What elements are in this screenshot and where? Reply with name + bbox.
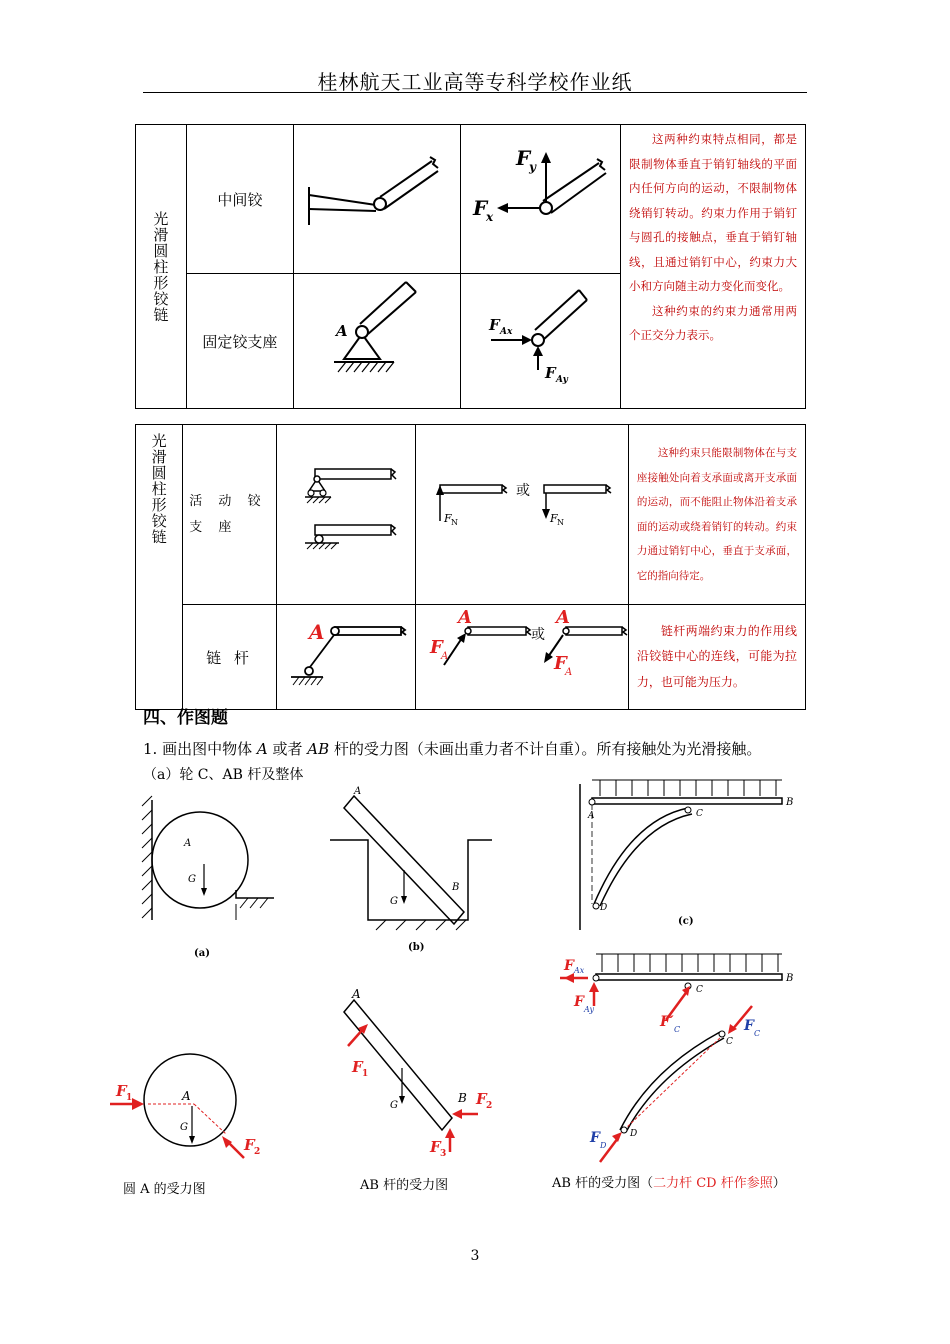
svg-text:y: y — [529, 160, 537, 174]
svg-text:D: D — [630, 1129, 638, 1139]
question-1: 1. 画出图中物体 A 或者 AB 杆的受力图（未画出重力者不计自重）。所有接触处为光滑接触。 — [143, 740, 762, 758]
svg-text:C: C — [696, 809, 703, 819]
svg-text:F: F — [744, 1018, 754, 1034]
svg-text:G: G — [390, 1100, 398, 1111]
svg-text:N: N — [450, 518, 458, 527]
svg-text:C: C — [726, 1037, 733, 1047]
svg-text:G: G — [180, 1122, 188, 1133]
svg-text:F: F — [574, 994, 584, 1010]
diagram-link-rod — [276, 605, 415, 710]
svg-text:F: F — [116, 1082, 127, 1100]
svg-text:1: 1 — [126, 1093, 133, 1103]
svg-text:F: F — [564, 958, 574, 974]
svg-text:2: 2 — [254, 1147, 261, 1157]
svg-text:D: D — [600, 1141, 607, 1150]
constraint-table-1 — [135, 124, 806, 409]
row-name-link-rod: 链 杆 — [183, 605, 277, 710]
svg-text:C: C — [696, 985, 703, 995]
svg-text:F: F — [473, 196, 488, 220]
svg-text:C: C — [754, 1029, 761, 1038]
caption-bar-ab: AB 杆的受力图 — [360, 1178, 449, 1193]
svg-text:B: B — [458, 1091, 467, 1105]
diagram-link-rod-forces — [415, 605, 628, 710]
caption-beam-ab: AB 杆的受力图（二力杆 CD 杆作参照） — [552, 1176, 786, 1191]
svg-text:N: N — [556, 518, 564, 527]
svg-text:2: 2 — [486, 1101, 493, 1111]
svg-text:C: C — [674, 1025, 681, 1034]
page-header-title: 桂林航天工业高等专科学校作业纸 — [317, 70, 633, 94]
constraint-table-2 — [135, 424, 806, 710]
row-name-intermediate-hinge: 中间铰 — [186, 125, 293, 274]
svg-text:F: F — [516, 146, 531, 170]
svg-text:A: A — [457, 607, 472, 628]
svg-text:F: F — [553, 653, 567, 674]
svg-text:B: B — [452, 882, 460, 893]
or-label-1: 或 — [515, 483, 530, 499]
svg-text:A: A — [352, 987, 361, 1001]
svg-text:F: F — [476, 1090, 487, 1108]
svg-text:F: F — [489, 316, 500, 334]
figure-c — [580, 780, 782, 930]
svg-text:A: A — [182, 1089, 191, 1103]
roller-support-description-cell — [628, 425, 805, 605]
svg-text:F: F — [430, 1138, 441, 1156]
roller-support-description: 这种约束只能限制物体在与支座接触处向着支承面或离开支承面的运动，而不能阻止物体沿着支承面的运动或绕着销钉的转动。约束力通过销钉中心，垂直于支承面，它的指向待定。 — [636, 447, 797, 582]
svg-text:A: A — [308, 620, 325, 644]
figure-a-label: (a) — [194, 948, 210, 959]
figure-b — [330, 796, 492, 930]
svg-text:B: B — [786, 797, 794, 808]
table1-category-cell — [136, 125, 187, 409]
fbd-circle-a — [110, 1054, 244, 1158]
link-rod-description: 链杆两端约束力的作用线沿铰链中心的连线，可能为拉力，也可能为压力。 — [636, 623, 797, 689]
svg-text:B: B — [786, 973, 794, 984]
svg-text:A: A — [564, 667, 573, 678]
svg-text:A: A — [354, 786, 362, 797]
header-rule — [143, 92, 807, 93]
figures-area — [116, 780, 830, 1210]
svg-text:F: F — [244, 1136, 255, 1154]
question-1-sub: （a）轮 C、AB 杆及整体 — [143, 767, 304, 783]
svg-text:1: 1 — [362, 1069, 369, 1079]
table1-category: 光滑圆柱形铰链 — [151, 210, 170, 323]
svg-text:Ax: Ax — [574, 966, 585, 975]
svg-text:Ax: Ax — [500, 327, 513, 337]
row-name-fixed-hinge-support: 固定铰支座 — [186, 274, 293, 409]
svg-text:F: F — [545, 364, 556, 382]
or-label-2: 或 — [530, 627, 545, 643]
svg-text:Ay: Ay — [584, 1005, 594, 1014]
svg-text:A: A — [336, 322, 348, 340]
svg-text:A: A — [555, 607, 570, 628]
svg-text:F: F — [352, 1058, 363, 1076]
svg-text:F′: F′ — [660, 1014, 674, 1030]
table1-description-1: 这两种约束特点相同，都是限制物体垂直于销钉轴线的平面内任何方向的运动，不限制物体绕销钉转动。约束力作用于销钉与圆孔的接触点，垂直于销钉轴线，且通过销钉中心，约束力大小和方向随主动力变化而变化。 — [629, 132, 797, 293]
svg-text:G: G — [390, 896, 398, 907]
svg-text:G: G — [188, 874, 196, 885]
table1-description-2: 这种约束的约束力通常用两个正交分力表示。 — [629, 303, 797, 342]
svg-text:3: 3 — [440, 1149, 447, 1159]
diagram-intermediate-hinge-forces — [461, 125, 621, 274]
svg-text:F: F — [590, 1130, 600, 1146]
svg-text:A: A — [184, 838, 192, 849]
diagram-intermediate-hinge — [294, 125, 461, 274]
figure-a — [142, 796, 274, 920]
figure-b-label: (b) — [408, 942, 425, 953]
figure-c-label: (c) — [678, 916, 694, 927]
diagram-roller-support — [276, 425, 415, 605]
table1-description-cell — [621, 125, 806, 409]
page-number: 3 — [470, 1248, 480, 1264]
diagram-fixed-hinge-support — [294, 274, 461, 409]
table2-category: 光滑圆柱形铰链 — [149, 433, 168, 545]
svg-text:Ay: Ay — [556, 375, 568, 385]
svg-text:x: x — [486, 210, 494, 224]
svg-text:A: A — [440, 651, 449, 662]
caption-circle-a: 圆 A 的受力图 — [123, 1182, 206, 1197]
svg-text:D: D — [600, 903, 608, 913]
svg-text:F: F — [443, 512, 452, 525]
link-rod-description-cell — [628, 605, 805, 710]
diagram-fixed-hinge-support-forces — [461, 274, 621, 409]
svg-text:F: F — [549, 512, 558, 525]
svg-text:F: F — [429, 637, 443, 658]
row-name-roller-support: 活 动 铰 支 座 — [183, 425, 277, 605]
diagram-roller-support-forces — [415, 425, 628, 605]
table2-category-cell — [136, 425, 183, 710]
section-title: 四、作图题 — [143, 708, 228, 728]
svg-text:A: A — [588, 811, 595, 821]
